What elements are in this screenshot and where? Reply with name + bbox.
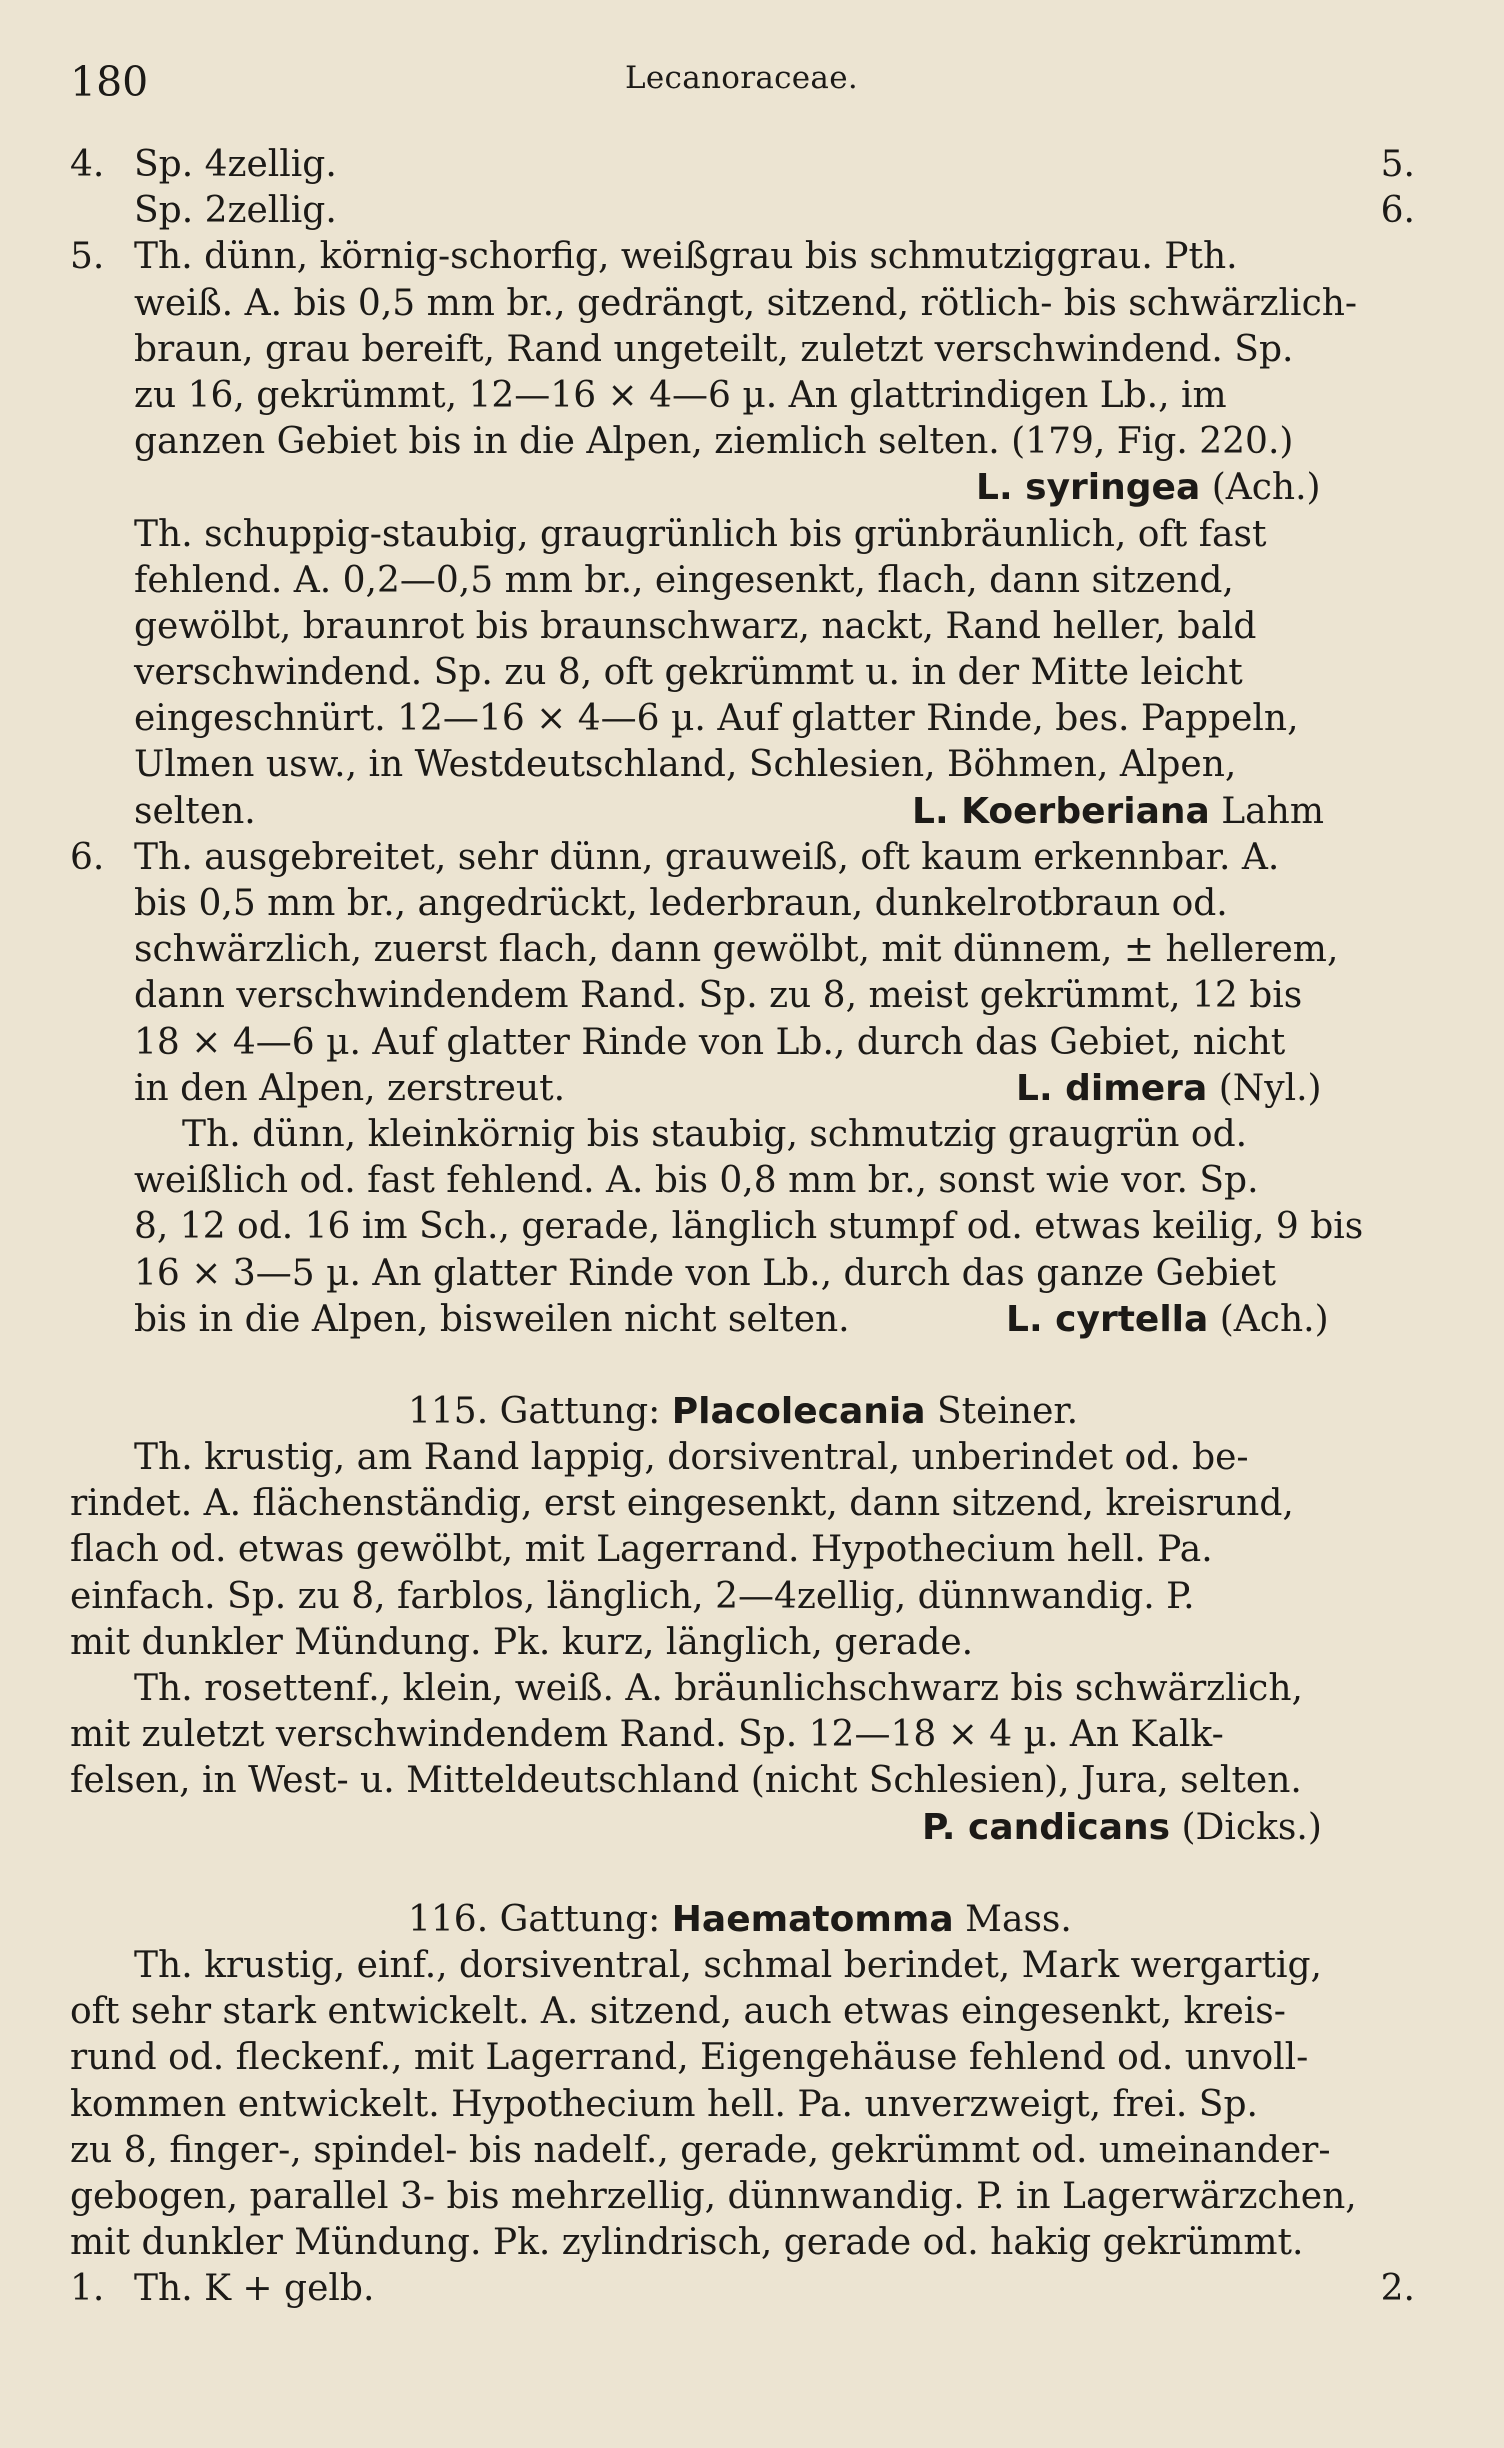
species-description-line: Th. rosettenf., klein, weiß. A. bräunlichschwarz bis schwärzlich, [134,1668,1303,1709]
page-header [70,52,1414,112]
key-line: braun, grau bereift, Rand ungeteilt, zuletzt verschwindend. Sp. [134,328,1294,370]
species-author: (Ach.) [1219,1298,1329,1340]
key-line: weiß. A. bis 0,5 mm br., gedrängt, sitzend, rötlich- bis schwärzlich- [134,282,1358,324]
key-number: 5. [70,236,105,278]
key-text: Th. K + gelb. [134,2268,375,2310]
key-line [70,1297,1415,1343]
key-number: 6. [70,836,105,878]
key-text: Sp. 2zellig. [134,190,337,232]
key-text: in den Alpen, zerstreut. [134,1067,566,1109]
key-line: gewölbt, braunrot bis braunschwarz, nackt, Rand heller, bald [134,605,1257,647]
species-name-line [70,1805,1415,1851]
genus-description-line: zu 8, finger-, spindel- bis nadelf., gerade, gekrümmt od. umeinander- [70,2129,1331,2171]
genus-description-line: Th. krustig, am Rand lappig, dorsiventral, unberindet od. be- [134,1437,1249,1479]
genus-description-line: mit dunkler Mündung. Pk. zylindrisch, gerade od. hakig gekrümmt. [70,2222,1304,2264]
genus-name: Haematomma [671,1898,954,1940]
key-text: Sp. 4zellig. [134,144,337,185]
species-name-line [70,465,1415,511]
genus-description-line: flach od. etwas gewölbt, mit Lagerrand. Hypothecium hell. Pa. [70,1529,1213,1571]
species-description-line: felsen, in West- u. Mitteldeutschland (nicht Schlesien), Jura, selten. [70,1760,1302,1802]
species-name: L. dimera [1016,1067,1208,1109]
running-title: Lecanoraceae. [625,60,858,96]
genus-description-line: mit dunkler Mündung. Pk. kurz, länglich, gerade. [70,1621,974,1663]
genus-author: Mass. [965,1898,1072,1940]
species-name: L. Koerberiana [912,790,1210,832]
species-name: P. candicans [922,1806,1171,1848]
species-author: (Nyl.) [1218,1067,1322,1109]
genus-description-line: Th. krustig, einf., dorsiventral, schmal berindet, Mark wergartig, [134,1944,1322,1986]
genus-description-line: einfach. Sp. zu 8, farblos, länglich, 2—4zellig, dünnwandig. P. [70,1575,1195,1617]
key-line: zu 16, gekrümmt, 12—16 × 4—6 µ. An glattrindigen Lb., im [134,374,1227,416]
key-line: eingeschnürt. 12—16 × 4—6 µ. Auf glatter Rinde, bes. Pappeln, [134,698,1299,740]
key-line: fehlend. A. 0,2—0,5 mm br., eingesenkt, flach, dann sitzend, [134,559,1234,601]
genus-description-line: oft sehr stark entwickelt. A. sitzend, auch etwas eingesenkt, kreis- [70,1991,1286,2033]
key-line [70,234,1415,280]
species-author: Lahm [1221,790,1324,832]
key-line: schwärzlich, zuerst flach, dann gewölbt, mit dünnem, ± hellerem, [134,929,1339,971]
genus-heading-prefix: 116. Gattung: [408,1898,661,1940]
genus-description-line: rund od. fleckenf., mit Lagerrand, Eigengehäuse fehlend od. unvoll- [70,2037,1309,2079]
genus-heading [70,1389,1415,1435]
key-line: Ulmen usw., in Westdeutschland, Schlesien, Böhmen, Alpen, [134,744,1237,786]
key-line [70,835,1415,881]
key-line: 18 × 4—6 µ. Auf glatter Rinde von Lb., durch das Gebiet, nicht [134,1021,1286,1063]
key-number: 1. [70,2268,105,2310]
genus-name: Placolecania [671,1390,926,1432]
species-description-line: mit zuletzt verschwindendem Rand. Sp. 12—18 × 4 µ. An Kalk- [70,1714,1224,1756]
key-reference: 2. [1380,2268,1415,2310]
genus-author: Steiner. [936,1390,1079,1432]
key-line: weißlich od. fast fehlend. A. bis 0,8 mm br., sonst wie vor. Sp. [134,1160,1259,1202]
genus-heading [70,1897,1415,1943]
species-author: (Ach.) [1211,467,1321,509]
key-text: selten. [134,790,256,832]
key-line: dann verschwindendem Rand. Sp. zu 8, meist gekrümmt, 12 bis [134,975,1303,1017]
key-text: Th. dünn, körnig-schorfig, weißgrau bis schmutziggrau. Pth. [134,236,1238,278]
key-line [70,1066,1415,1112]
genus-description-line: kommen entwickelt. Hypothecium hell. Pa. unverzweigt, frei. Sp. [70,2083,1258,2125]
key-reference: 5. [1380,144,1415,185]
key-line: Th. dünn, kleinkörnig bis staubig, schmutzig graugrün od. [182,1113,1248,1155]
genus-description-line: gebogen, parallel 3- bis mehrzellig, dünnwandig. P. in Lagerwärzchen, [70,2175,1357,2217]
key-line: verschwindend. Sp. zu 8, oft gekrümmt u. in der Mitte leicht [134,652,1243,694]
key-line [70,188,1415,234]
key-number: 4. [70,144,105,185]
key-line [70,142,1415,188]
key-text: bis in die Alpen, bisweilen nicht selten. [134,1298,850,1340]
key-line [70,2266,1415,2312]
species-author: (Dicks.) [1181,1806,1322,1848]
key-line: Th. schuppig-staubig, graugrünlich bis grünbräunlich, oft fast [134,513,1267,555]
genus-heading-prefix: 115. Gattung: [408,1390,661,1432]
key-line: ganzen Gebiet bis in die Alpen, ziemlich selten. (179, Fig. 220.) [134,421,1294,463]
key-line: 8, 12 od. 16 im Sch., gerade, länglich stumpf od. etwas keilig, 9 bis [134,1206,1364,1248]
key-line [70,789,1415,835]
species-name: L. syringea [976,467,1201,509]
genus-description-line: rindet. A. flächenständig, erst eingesenkt, dann sitzend, kreisrund, [70,1483,1294,1525]
page-number: 180 [70,58,149,106]
key-reference: 6. [1380,190,1415,232]
key-line: bis 0,5 mm br., angedrückt, lederbraun, dunkelrotbraun od. [134,883,1228,924]
key-text: Th. ausgebreitet, sehr dünn, grauweiß, oft kaum erkennbar. A. [134,836,1280,878]
species-name: L. cyrtella [1006,1298,1209,1340]
key-line: 16 × 3—5 µ. An glatter Rinde von Lb., durch das ganze Gebiet [134,1252,1276,1294]
page-body [70,142,1415,2312]
